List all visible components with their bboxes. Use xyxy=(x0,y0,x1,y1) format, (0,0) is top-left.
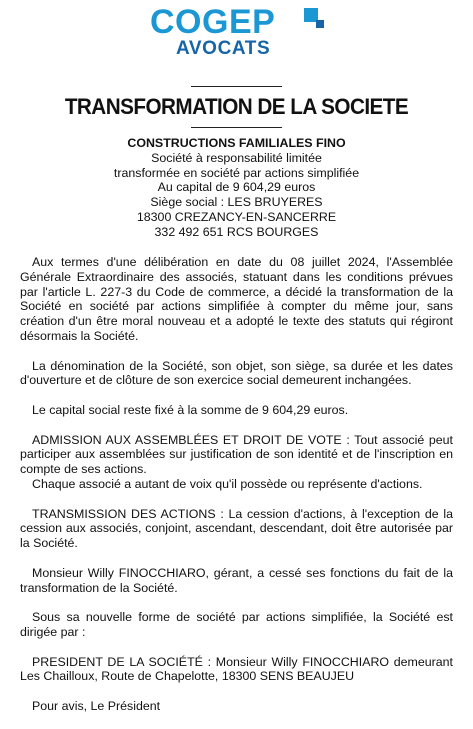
paragraph-deliberation xyxy=(20,255,453,344)
title-rule-top xyxy=(191,86,282,87)
paragraph-gerant xyxy=(20,566,453,596)
paragraph-transmission xyxy=(20,507,453,551)
paragraph-voting xyxy=(20,477,453,492)
company-legal-form: Société à responsabilité limitée xyxy=(151,150,322,165)
paragraph-text: Aux termes d'une délibération en date du 08 juillet 2024, l'Assemblée Générale Extraordinaire des associés, statuant dans les conditions prévues par l'article L. 227-3 du Code de commerce, a décidé la transformation de la Société en société par actions simplifiée à compter du même jour, sans création d'un être moral nouveau et a adopté le texte des statuts qui régiront désormais la Société. xyxy=(20,255,453,343)
title-rule-bottom xyxy=(191,127,282,128)
company-rcs: 332 492 651 RCS BOURGES xyxy=(154,224,319,239)
paragraph-text: Chaque associé a autant de voix qu'il possède ou représente d'actions. xyxy=(32,476,423,491)
company-city: 18300 CREZANCY-EN-SANCERRE xyxy=(136,209,337,224)
company-seat: Siège social : LES BRUYERES xyxy=(150,195,323,210)
paragraph-text: TRANSMISSION DES ACTIONS : La cession d'actions, à l'exception de la cession aux associés, conjoint, ascendant, descendant, doit être autorisée par la Société. xyxy=(20,506,453,551)
paragraph-text: Monsieur Willy FINOCCHIARO, gérant, a cessé ses fonctions du fait de la transformation de la Société. xyxy=(20,565,453,595)
cogep-avocats-logo xyxy=(0,4,473,62)
paragraph-text: Le capital social reste fixé à la somme de 9 604,29 euros. xyxy=(32,402,349,417)
logo-subtitle: AVOCATS xyxy=(176,38,271,59)
company-capital: Au capital de 9 604,29 euros xyxy=(157,180,316,195)
notice-body xyxy=(20,255,453,729)
paragraph-text: Sous sa nouvelle forme de société par actions simplifiée, la Société est dirigée par : xyxy=(20,610,453,639)
company-header xyxy=(0,136,473,240)
company-transformation: transformée en société par actions simplifiée xyxy=(113,165,360,180)
paragraph-capital xyxy=(20,403,453,418)
paragraph-president xyxy=(20,655,453,685)
paragraph-text: Pour avis, Le Président xyxy=(32,698,161,713)
paragraph-text: La dénomination de la Société, son objet, son siège, sa durée et les dates d'ouverture et de clôture de son exercice social demeurent inchangées. xyxy=(20,358,453,388)
paragraph-text: PRESIDENT DE LA SOCIÉTÉ : Monsieur Willy FINOCCHIARO demeurant Les Chailloux, Route de Chapelotte, 18300 SENS BEAUJEU xyxy=(20,654,453,684)
paragraph-denomination xyxy=(20,359,453,389)
logo-name: COGEP xyxy=(150,3,276,41)
paragraph-new-form xyxy=(20,610,453,640)
paragraph-admission xyxy=(20,433,453,477)
document-title: TRANSFORMATION DE LA SOCIETE xyxy=(64,94,409,119)
paragraph-text: ADMISSION AUX ASSEMBLÉES ET DROIT DE VOTE : Tout associé peut participer aux assemblées sur justification de son identité et de l'inscription en compte de ses actions. xyxy=(20,432,453,477)
paragraph-signature xyxy=(20,699,453,714)
logo-small-square-icon xyxy=(316,20,324,28)
company-name: CONSTRUCTIONS FAMILIALES FINO xyxy=(127,136,346,150)
